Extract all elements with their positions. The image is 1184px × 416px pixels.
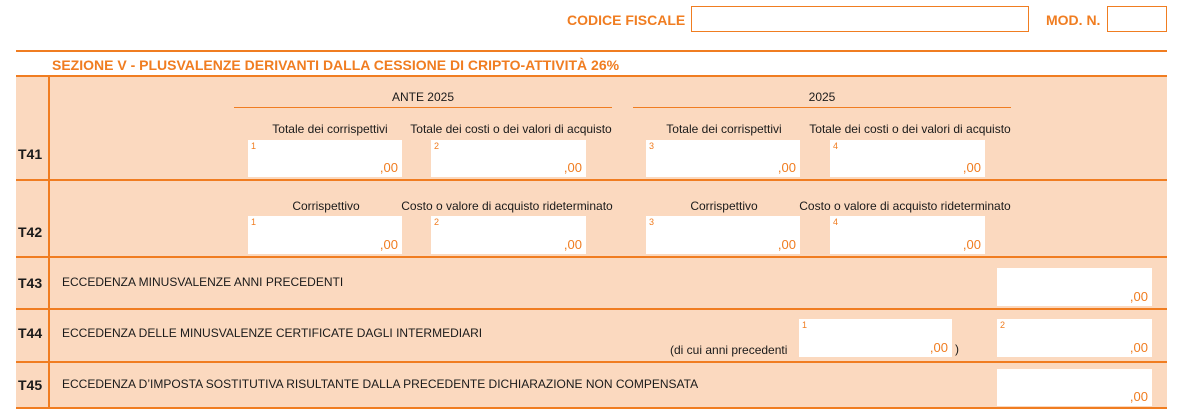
field-value: ,00 bbox=[962, 160, 981, 175]
field-number: 2 bbox=[1000, 320, 1006, 330]
t41-field-4[interactable] bbox=[830, 140, 985, 177]
field-value: ,00 bbox=[379, 237, 398, 252]
field-value: ,00 bbox=[1129, 389, 1148, 404]
t42-field-4[interactable] bbox=[830, 216, 985, 254]
t41-col3-header: Totale dei corrispettivi bbox=[666, 122, 782, 136]
field-number: 2 bbox=[434, 217, 440, 227]
field-number: 4 bbox=[833, 141, 839, 151]
row-divider-t41 bbox=[16, 179, 1167, 181]
codice-fiscale-label: CODICE FISCALE bbox=[567, 12, 686, 28]
field-value: ,00 bbox=[777, 160, 796, 175]
row-code-t44: T44 bbox=[18, 325, 43, 341]
field-number: 1 bbox=[802, 320, 808, 330]
field-value: ,00 bbox=[962, 237, 981, 252]
t42-field-2[interactable] bbox=[431, 216, 586, 254]
code-column-divider bbox=[48, 77, 50, 408]
t44-close-paren: ) bbox=[955, 342, 959, 356]
row-code-t43: T43 bbox=[18, 275, 43, 291]
field-value: ,00 bbox=[1129, 289, 1148, 304]
row-code-t41: T41 bbox=[18, 146, 43, 162]
t43-description: ECCEDENZA MINUSVALENZE ANNI PRECEDENTI bbox=[62, 275, 344, 289]
section-top-rule bbox=[16, 50, 1167, 52]
t42-field-3[interactable] bbox=[646, 216, 800, 254]
field-number: 1 bbox=[251, 217, 257, 227]
row-divider-t44 bbox=[16, 361, 1167, 363]
field-number: 4 bbox=[833, 217, 839, 227]
t41-col4-header: Totale dei costi o dei valori di acquisto bbox=[809, 122, 1011, 136]
t44-description: ECCEDENZA DELLE MINUSVALENZE CERTIFICATE DAGLI INTERMEDIARI bbox=[62, 326, 483, 340]
t41-field-2[interactable] bbox=[431, 140, 586, 177]
row-code-t42: T42 bbox=[18, 224, 43, 240]
field-number: 3 bbox=[649, 141, 655, 151]
t42-col1-header: Corrispettivo bbox=[292, 199, 360, 213]
t42-col4-header: Costo o valore di acquisto rideterminato bbox=[799, 199, 1011, 213]
group-ante-rule bbox=[234, 107, 612, 108]
t41-col1-header: Totale dei corrispettivi bbox=[272, 122, 388, 136]
field-number: 1 bbox=[251, 141, 257, 151]
field-number: 2 bbox=[434, 141, 440, 151]
field-value: ,00 bbox=[929, 340, 948, 355]
t45-description: ECCEDENZA D’IMPOSTA SOSTITUTIVA RISULTANTE DALLA PRECEDENTE DICHIARAZIONE NON COMPENSATA bbox=[62, 377, 699, 391]
t44-field-2[interactable] bbox=[997, 319, 1152, 357]
field-value: ,00 bbox=[563, 160, 582, 175]
group-2025-rule bbox=[633, 107, 1011, 108]
t42-field-1[interactable] bbox=[248, 216, 402, 254]
t41-col2-header: Totale dei costi o dei valori di acquisto bbox=[410, 122, 612, 136]
group-ante-2025: ANTE 2025 bbox=[391, 90, 455, 104]
mod-n-label: MOD. N. bbox=[1046, 12, 1101, 28]
group-2025: 2025 bbox=[808, 90, 836, 104]
t42-col3-header: Corrispettivo bbox=[690, 199, 758, 213]
row-code-t45: T45 bbox=[18, 377, 43, 393]
field-number: 3 bbox=[649, 217, 655, 227]
row-divider-t42 bbox=[16, 256, 1167, 258]
field-value: ,00 bbox=[563, 237, 582, 252]
section-title: SEZIONE V - PLUSVALENZE DERIVANTI DALLA CESSIONE DI CRIPTO-ATTIVITÀ 26% bbox=[52, 57, 620, 73]
t42-col2-header: Costo o valore di acquisto rideterminato bbox=[401, 199, 613, 213]
codice-fiscale-field[interactable] bbox=[691, 6, 1029, 32]
t43-field[interactable] bbox=[997, 268, 1152, 306]
t44-sub-label: (di cui anni precedenti bbox=[670, 343, 788, 357]
t45-field[interactable] bbox=[997, 369, 1152, 406]
field-value: ,00 bbox=[379, 160, 398, 175]
t41-field-3[interactable] bbox=[646, 140, 800, 177]
mod-n-field[interactable] bbox=[1107, 6, 1167, 32]
t41-field-1[interactable] bbox=[248, 140, 402, 177]
field-value: ,00 bbox=[777, 237, 796, 252]
t44-field-1[interactable] bbox=[799, 319, 952, 357]
section-bottom-rule bbox=[16, 407, 1167, 409]
row-divider-t43 bbox=[16, 308, 1167, 310]
field-value: ,00 bbox=[1129, 340, 1148, 355]
